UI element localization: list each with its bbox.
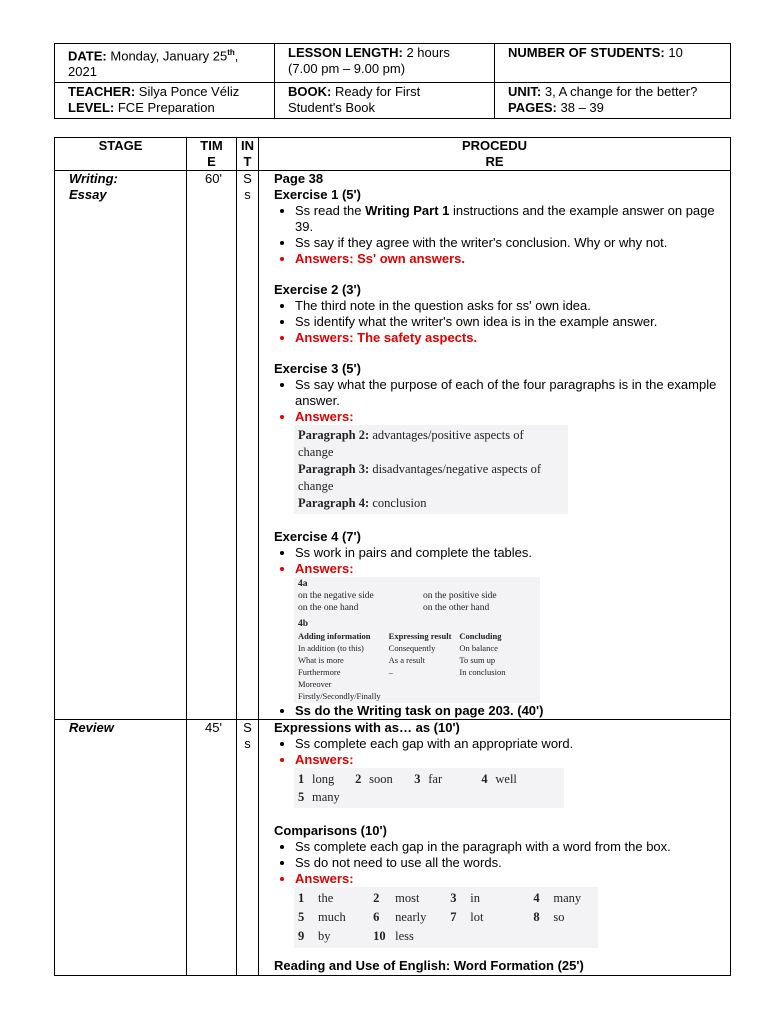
list-item: • Ss say if they agree with the writer's conclusion. Why or why not.: [295, 235, 724, 251]
writing-task-item: • Ss do the Writing task on page 203. (40'): [295, 703, 724, 719]
lesson-length-time: (7.00 pm – 9.00 pm): [288, 61, 406, 76]
book-value-2: Student's Book: [288, 100, 376, 116]
comparisons-answer-image: 1 the 2 most 3 in 4 many 5 much 6 nearly 7 lot 8 so 9 by 10 less: [294, 887, 598, 948]
list-item: • Ss do not need to use all the words.: [295, 855, 724, 871]
procedure-header: PROCEDU RE: [259, 138, 731, 171]
interaction-header: IN T: [237, 138, 259, 171]
time-cell: 60': [187, 171, 237, 720]
page-title: Page 38: [274, 171, 324, 186]
lesson-header-table: [54, 43, 731, 119]
answer-item: • Answers: The safety aspects.: [295, 330, 724, 346]
expressions-answer-image: 1 long 2 soon 3 far 4 well 5 many: [294, 768, 564, 808]
interaction-cell: S s: [237, 720, 259, 976]
exercise-3-list: [274, 377, 724, 425]
date-year: 2021: [68, 64, 97, 80]
writing-essay-row: [55, 171, 731, 720]
list-item: • Ss say what the purpose of each of the four paragraphs is in the example answer.: [295, 377, 724, 409]
exercise-1-list: [274, 203, 724, 267]
stage-cell: Review: [55, 720, 187, 976]
students-value: 10: [668, 45, 683, 60]
book-label: BOOK:: [288, 84, 332, 100]
book-value: Ready for First: [334, 84, 421, 100]
exercise-1-title: Exercise 1 (5'): [274, 187, 361, 202]
time-header: TIM E: [187, 138, 237, 171]
expressions-title: Expressions with as… as (10'): [274, 720, 460, 735]
list-item: • Ss complete each gap in the paragraph with a word from the box.: [295, 839, 724, 855]
time-cell: 45': [187, 720, 237, 976]
stage-cell: Writing: Essay: [55, 171, 187, 720]
lesson-length-cell: [275, 44, 495, 83]
interaction-cell: S s: [237, 171, 259, 720]
students-cell: [495, 44, 731, 83]
answer-item: • Answers:: [295, 871, 724, 887]
answer-item: • Answers:: [295, 409, 724, 425]
pages-value: 38 – 39: [560, 100, 604, 116]
exercise-4-title: Exercise 4 (7'): [274, 529, 361, 544]
teacher-label: TEACHER:: [68, 84, 136, 100]
unit-cell: [495, 83, 731, 119]
procedure-cell: [259, 720, 731, 976]
answer-item: • Answers: Ss' own answers.: [295, 251, 724, 267]
review-row: [55, 720, 731, 976]
exercise-2-list: [274, 298, 724, 346]
header-row-1: [55, 44, 731, 83]
procedure-cell: [259, 171, 731, 720]
date-value: Monday, January 25: [110, 48, 228, 64]
exercise-4-list: [274, 545, 724, 577]
list-item: • Ss read the Writing Part 1 instructions and the example answer on page 39.: [295, 203, 724, 235]
unit-label: UNIT:: [508, 84, 542, 100]
comparisons-list: [274, 839, 724, 887]
procedure-header-row: [55, 138, 731, 171]
writing-task-list: [274, 703, 724, 719]
list-item: • Ss complete each gap with an appropriate word.: [295, 736, 724, 752]
reading-title: Reading and Use of English: Word Formation (25'): [274, 958, 584, 973]
teacher-value: Silya Ponce Véliz: [138, 84, 240, 100]
exercise-2-title: Exercise 2 (3'): [274, 282, 361, 297]
comparisons-title: Comparisons (10'): [274, 823, 387, 838]
unit-value: 3, A change for the better?: [544, 84, 698, 100]
answer-item: • Answers:: [295, 561, 724, 577]
students-label: NUMBER OF STUDENTS:: [508, 45, 665, 60]
header-row-2: [55, 83, 731, 119]
level-label: LEVEL:: [68, 100, 115, 116]
procedure-table: [54, 137, 731, 976]
date-label: DATE:: [68, 48, 107, 64]
list-item: • The third note in the question asks for ss' own idea.: [295, 298, 724, 314]
lesson-length-label: LESSON LENGTH:: [288, 45, 403, 60]
stage-header: STAGE: [55, 138, 187, 171]
answer-item: • Answers:: [295, 752, 724, 768]
exercise-4-answer-image: 4a on the negative side on the positive side on the one hand on the other hand 4b Adding information Expressing result Concluding In addition (to this) Consequently On balance What is more As a result To sum up Furthermore – In conclusion Moreover Firstly/Secondly/Finally: [294, 577, 540, 703]
lesson-length-value: 2 hours: [406, 45, 450, 60]
exercise-3-answer-image: Paragraph 2: advantages/positive aspects of change Paragraph 3: disadvantages/negative aspects of change Paragraph 4: conclusion: [294, 425, 568, 514]
exercise-3-title: Exercise 3 (5'): [274, 361, 361, 376]
date-cell: DATE: Monday, January 25th, 2021: [55, 44, 275, 83]
list-item: • Ss work in pairs and complete the tables.: [295, 545, 724, 561]
book-cell: [275, 83, 495, 119]
list-item: • Ss identify what the writer's own idea is in the example answer.: [295, 314, 724, 330]
pages-label: PAGES:: [508, 100, 557, 116]
teacher-cell: [55, 83, 275, 119]
level-value: FCE Preparation: [117, 100, 215, 116]
date-suffix: th: [227, 48, 235, 57]
expressions-list: [274, 736, 724, 768]
